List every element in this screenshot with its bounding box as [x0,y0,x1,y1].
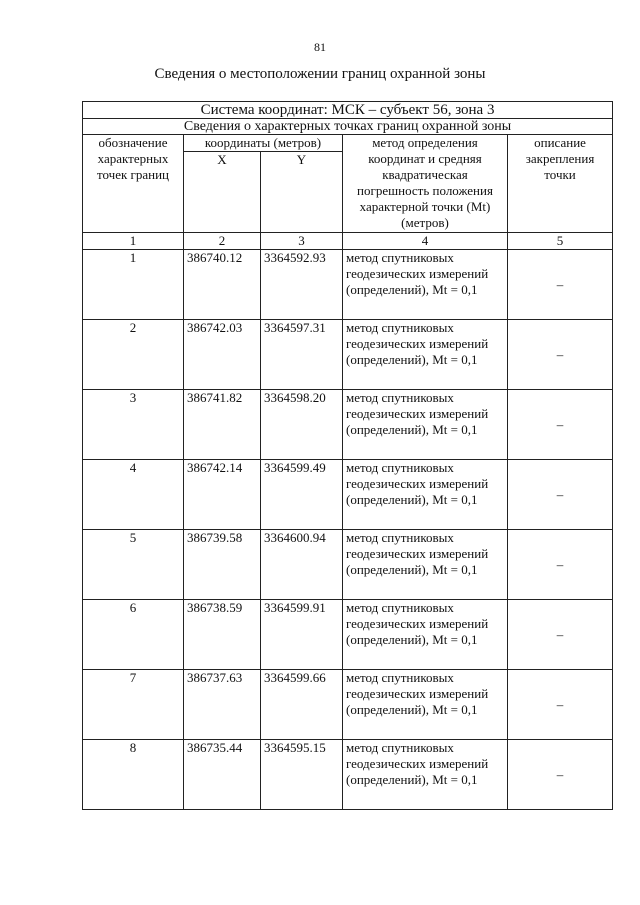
method: метод спутниковых геодезических измерений (определений), Mt = 0,1 [343,250,508,320]
column-number: 4 [343,233,508,250]
header-designation: обозначение характерных точек границ [83,135,184,233]
coordinate-x: 386742.03 [184,320,261,390]
point-number: 5 [83,530,184,600]
fixing-description: – [508,460,613,530]
coordinate-y: 3364595.15 [261,740,343,810]
coordinate-y: 3364592.93 [261,250,343,320]
point-number: 3 [83,390,184,460]
header-y: Y [261,152,343,233]
fixing-description: – [508,740,613,810]
table-row [83,670,613,740]
coordinate-x: 386738.59 [184,600,261,670]
column-number: 2 [184,233,261,250]
method: метод спутниковых геодезических измерений (определений), Mt = 0,1 [343,600,508,670]
fixing-description: – [508,670,613,740]
header-row [83,135,613,152]
method: метод спутниковых геодезических измерений (определений), Mt = 0,1 [343,530,508,600]
point-number: 4 [83,460,184,530]
coordinate-x: 386739.58 [184,530,261,600]
table-row [83,600,613,670]
coordinate-y: 3364600.94 [261,530,343,600]
fixing-description: – [508,320,613,390]
point-number: 8 [83,740,184,810]
coordinate-y: 3364598.20 [261,390,343,460]
header-x: X [184,152,261,233]
coordinate-y: 3364597.31 [261,320,343,390]
table-row [83,740,613,810]
fixing-description: – [508,390,613,460]
table-row [83,250,613,320]
coordinates-table [82,101,613,810]
table-row [83,460,613,530]
coordinate-x: 386737.63 [184,670,261,740]
coordinate-system-row [83,102,613,119]
point-number: 7 [83,670,184,740]
table-row [83,530,613,600]
method: метод спутниковых геодезических измерений (определений), Mt = 0,1 [343,320,508,390]
fixing-description: – [508,600,613,670]
header-method: метод определения координат и средняя квадратическая погрешность положения характерной точки (Mt) (метров) [343,135,508,233]
method: метод спутниковых геодезических измерений (определений), Mt = 0,1 [343,460,508,530]
method: метод спутниковых геодезических измерений (определений), Mt = 0,1 [343,390,508,460]
column-number: 5 [508,233,613,250]
section-row [83,119,613,135]
point-number: 6 [83,600,184,670]
column-numbers-row [83,233,613,250]
document-title: Сведения о местоположении границ охранной зоны [154,66,486,82]
column-number: 1 [83,233,184,250]
coordinate-x: 386742.14 [184,460,261,530]
header-description: описание закрепления точки [508,135,613,233]
coordinate-x: 386740.12 [184,250,261,320]
coordinate-x: 386735.44 [184,740,261,810]
column-number: 3 [261,233,343,250]
method: метод спутниковых геодезических измерений (определений), Mt = 0,1 [343,740,508,810]
coordinate-y: 3364599.91 [261,600,343,670]
table-row [83,320,613,390]
coordinate-y: 3364599.49 [261,460,343,530]
section-title: Сведения о характерных точках границ охранной зоны [83,119,613,135]
point-number: 1 [83,250,184,320]
point-number: 2 [83,320,184,390]
page-number: 81 [314,40,326,54]
coordinate-system: Система координат: МСК – субъект 56, зона 3 [83,102,613,119]
method: метод спутниковых геодезических измерений (определений), Mt = 0,1 [343,670,508,740]
fixing-description: – [508,250,613,320]
table-row [83,390,613,460]
fixing-description: – [508,530,613,600]
coordinate-y: 3364599.66 [261,670,343,740]
coordinate-x: 386741.82 [184,390,261,460]
header-coordinates: координаты (метров) [184,135,343,152]
